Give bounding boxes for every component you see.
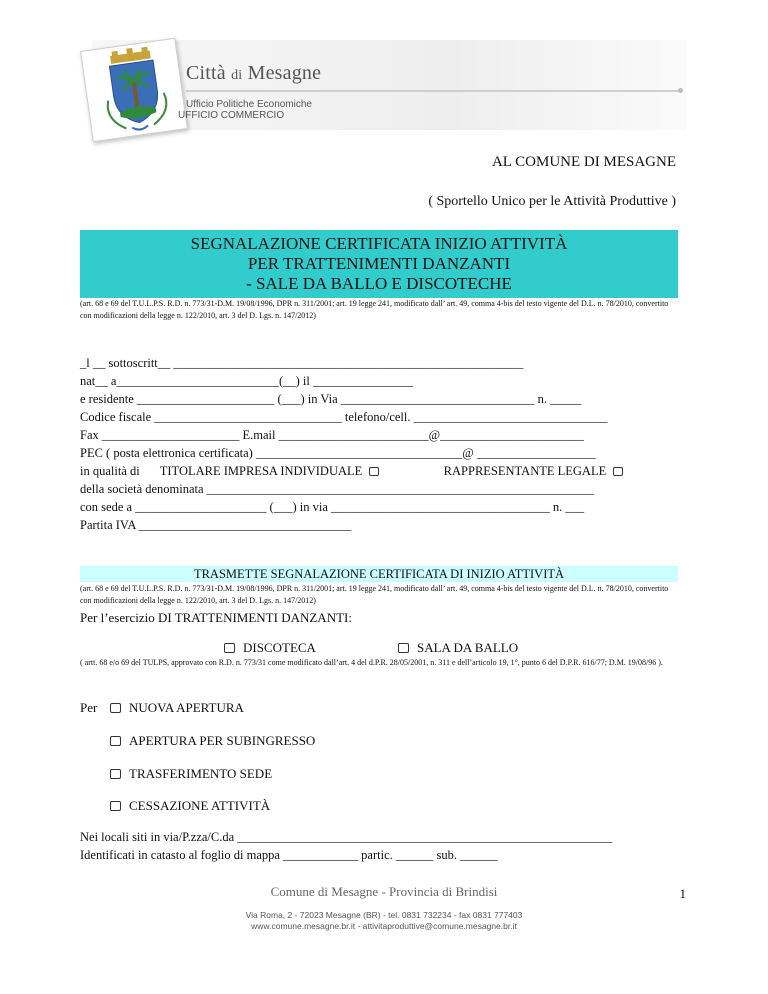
title-line-3: - SALE DA BALLO E DISCOTECHE	[246, 274, 512, 293]
checkbox-rappresentante[interactable]	[613, 467, 623, 476]
location-cadastre-line[interactable]: Identificati in catasto al foglio di mappa ____________ partic. ______ sub. ______	[80, 848, 498, 862]
footer-address: Via Roma, 2 - 72023 Mesagne (BR) - tel. 0831 732234 - fax 0831 777403	[245, 910, 523, 920]
option-nuova-apertura[interactable]	[110, 700, 244, 716]
checkbox-sala-da-ballo[interactable]	[398, 643, 409, 653]
city-name-di: di	[231, 68, 243, 83]
option-label: CESSAZIONE ATTIVITÀ	[129, 798, 271, 813]
office-line-2: UFFICIO COMMERCIO	[178, 110, 285, 121]
checkbox-nuova-apertura[interactable]	[110, 703, 121, 713]
per-label: Per	[80, 700, 98, 715]
title-line-2: PER TRATTENIMENTI DANZANTI	[247, 254, 511, 273]
coat-of-arms-icon	[80, 38, 188, 142]
form-line-fiscal-code[interactable]: Codice fiscale ______________________________ telefono/cell. _______________________________	[80, 410, 608, 424]
option-trasferimento[interactable]	[110, 766, 272, 782]
checkbox-titolare[interactable]	[369, 467, 379, 476]
checkbox-discoteca[interactable]	[224, 643, 235, 653]
form-line-role	[80, 464, 623, 479]
option-subingresso[interactable]	[110, 733, 315, 749]
legal-reference-3: ( artt. 68 e/o 69 del TULPS, approvato con R.D. n. 773/31 come modificato dall’art. 4 del d.P.R. 28/05/2001, n. 311 e dell’articolo 19, 1°, punto 6 del D.P.R. 616/77; D.M. 19/08/96 ).	[80, 658, 663, 667]
city-name-part-1: Città	[186, 62, 226, 84]
form-line-vat[interactable]: Partita IVA __________________________________	[80, 518, 352, 532]
letterhead-rule	[186, 90, 680, 92]
addressee-line-2: ( Sportello Unico per le Attività Produttive )	[428, 194, 676, 209]
office-line-1: Ufficio Politiche Economiche	[186, 99, 312, 110]
form-line-name[interactable]: _l __ sottoscritt__ ________________________________________________________	[80, 356, 524, 370]
page-number: 1	[679, 886, 686, 901]
form-line-birth[interactable]: nat__ a__________________________(__) il ________________	[80, 374, 413, 388]
transmits-band: TRASMETTE SEGNALAZIONE CERTIFICATA DI INIZIO ATTIVITÀ	[80, 566, 678, 582]
per-esercizio-label: Per l’esercizio DI TRATTENIMENTI DANZANTI:	[80, 610, 352, 625]
city-name-part-2: Mesagne	[247, 62, 322, 84]
checkbox-subingresso[interactable]	[110, 736, 121, 746]
footer-municipality: Comune di Mesagne - Provincia di Brindisi	[270, 884, 498, 899]
legal-reference-1: (art. 68 e 69 del T.U.L.P.S. R.D. n. 773/31-D.M. 19/08/1996, DPR n. 311/2001; art. 19 legge 241, modificato dall’ art. 49, comma 4-bis del testo vigente del D.L. n. 78/2010, convertito con modificazioni della legge n. 122/2010, art. 3 del D. Lgs. n. 147/2012)	[80, 299, 669, 320]
document-title-box	[80, 230, 678, 298]
title-line-1: SEGNALAZIONE CERTIFICATA INIZIO ATTIVITÀ	[190, 234, 568, 253]
addressee-line-1: AL COMUNE DI MESAGNE	[491, 154, 676, 170]
city-name	[186, 62, 321, 85]
option-sala-label: SALA DA BALLO	[417, 640, 519, 655]
location-address-line[interactable]: Nei locali siti in via/P.zza/C.da ____________________________________________________________	[80, 830, 613, 844]
option-label: TRASFERIMENTO SEDE	[129, 766, 273, 781]
letterhead-rule-dot	[678, 88, 683, 93]
role-option-rappresentante: RAPPRESENTANTE LEGALE	[443, 464, 607, 478]
checkbox-trasferimento[interactable]	[110, 769, 121, 779]
form-line-headquarters[interactable]: con sede a _____________________ (___) in via ___________________________________ n. ___	[80, 500, 585, 514]
form-line-fax-email[interactable]: Fax ______________________ E.mail ________________________@_______________________	[80, 428, 584, 442]
footer-web-email: www.comune.mesagne.br.it - attivitaproduttive@comune.mesagne.br.it	[251, 921, 517, 931]
checkbox-cessazione[interactable]	[110, 801, 121, 811]
legal-reference-2: (art. 68 e 69 del T.U.L.P.S. R.D. n. 773/31-D.M. 19/08/1996, DPR n. 311/2001; art. 19 legge 241, modificato dall’ art. 49, comma 4-bis del testo vigente del D.L. n. 78/2010, convertito con modificazioni della legge n. 122/2010, art. 3 del D. Lgs. n. 147/2012)	[80, 584, 669, 605]
option-sala-da-ballo[interactable]	[398, 640, 518, 656]
form-line-pec[interactable]: PEC ( posta elettronica certificata) _________________________________@ ___________________	[80, 446, 596, 460]
option-label: NUOVA APERTURA	[129, 700, 244, 715]
role-option-titolare: TITOLARE IMPRESA INDIVIDUALE	[159, 464, 363, 478]
option-cessazione[interactable]	[110, 798, 270, 814]
option-discoteca[interactable]	[224, 640, 316, 656]
form-line-company[interactable]: della società denominata ______________________________________________________________	[80, 482, 595, 496]
form-line-residence[interactable]: e residente ______________________ (___) in Via _______________________________ n. _____	[80, 392, 582, 406]
role-prefix: in qualità di	[80, 464, 140, 478]
option-discoteca-label: DISCOTECA	[243, 640, 316, 655]
option-label: APERTURA PER SUBINGRESSO	[129, 733, 316, 748]
